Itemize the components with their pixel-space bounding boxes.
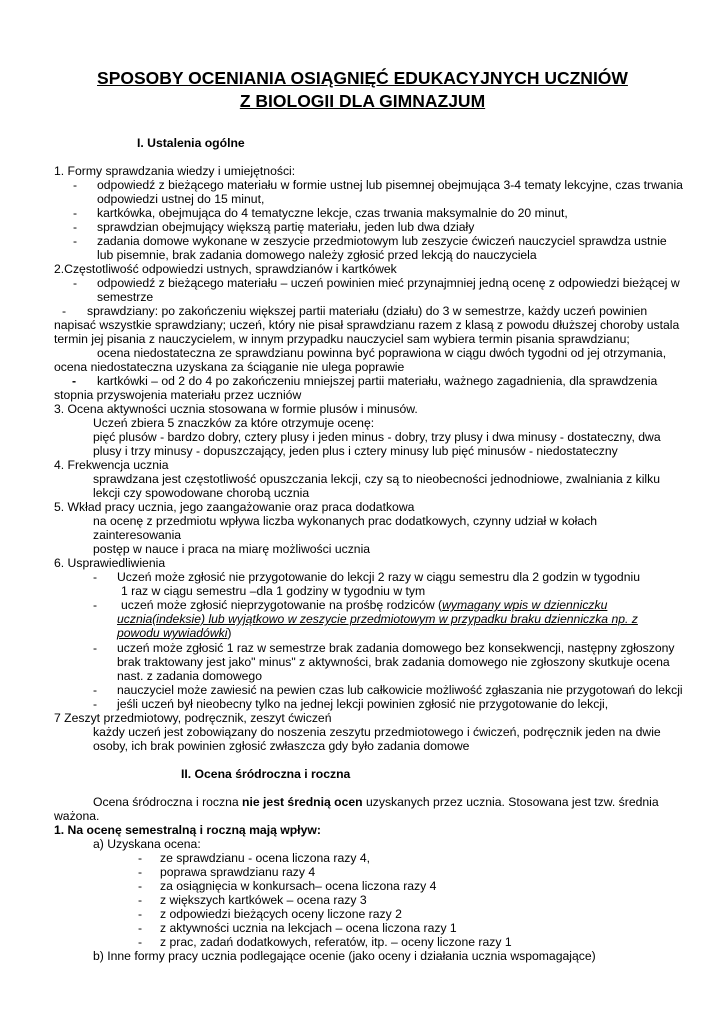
list-item: termin jej pisania z nauczycielem, w innym przypadku nauczyciel sam wybiera termin pisania sprawdzianu; <box>54 332 630 346</box>
list-item: zadania domowe wykonane w zeszycie przedmiotowym lub zeszycie ćwiczeń nauczyciel sprawdza ustnie <box>97 234 667 248</box>
point-5-heading: 5. Wkład pracy ucznia, jego zaangażowanie oraz praca dodatkowa <box>54 500 415 514</box>
list-item: nauczyciel może zawiesić na pewien czas lub całkowicie możliwość zgłaszania nie przygotowań do lekcji <box>117 683 683 697</box>
paragraph-line: pięć plusów - bardzo dobry, cztery plusy i jeden minus - dobry, trzy plusy i dwa minusy - dostateczny, dwa <box>93 430 661 444</box>
list-item: ze sprawdzianu - ocena liczona razy 4, <box>160 851 371 865</box>
title-line-1: SPOSOBY OCENIANIA OSIĄGNIĘĆ EDUKACYJNYCH UCZNIÓW <box>97 68 628 88</box>
paragraph-line: każdy uczeń jest zobowiązany do noszenia zeszytu przedmiotowego i ćwiczeń, podręcznik jeden na dwie <box>93 725 661 739</box>
list-item: ocena niedostateczna uzyskana za ściąganie nie ulega poprawie <box>54 360 405 374</box>
list-item <box>121 598 607 612</box>
bullet: - <box>62 304 67 318</box>
paragraph-line <box>93 795 659 809</box>
list-item: kartkówka, obejmująca do 4 tematyczne lekcje, czas trwania maksymalnie do 20 minut, <box>97 206 568 220</box>
list-item: z prac, zadań dodatkowych, referatów, itp. – oceny liczone razy 1 <box>160 935 512 949</box>
bullet: - <box>73 206 78 220</box>
list-item: odpowiedź z bieżącego materiału w formie ustnej lub pisemnej obejmująca 3-4 tematy lekcyjne, czas trwania <box>97 178 683 192</box>
list-item: z aktywności ucznia na lekcjach – ocena liczona razy 1 <box>160 921 457 935</box>
bullet: - <box>93 598 98 612</box>
list-item: Uczeń może zgłosić nie przygotowanie do lekcji 2 razy w ciągu semestru dla 2 godzin w tygodniu <box>117 570 640 584</box>
list-item: semestrze <box>97 290 154 304</box>
list-item: sprawdzian obejmujący większą partię materiału, jeden lub dwa działy <box>97 220 475 234</box>
bullet: - <box>138 921 143 935</box>
paragraph-line: sprawdzana jest częstotliwość opuszczania lekcji, czy są to nieobecności jednodniowe, zwalniania z kilku <box>93 472 661 486</box>
bullet: - <box>72 374 77 388</box>
subpoint-a-heading: a) Uzyskana ocena: <box>93 837 201 851</box>
list-item: odpowiedź z bieżącego materiału – uczeń powinien mieć przynajmniej jedną ocenę z odpowiedzi bieżącej w <box>97 276 680 290</box>
bullet: - <box>73 234 78 248</box>
paragraph-line: plusy i trzy minusy - dopuszczający, jeden plus i cztery minusy lub pięć minusów - niedostateczny <box>93 444 618 458</box>
emphasis-text: wymagany wpis w dzienniczku <box>442 598 608 612</box>
subpoint-b-heading: b) Inne formy pracy ucznia podlegające ocenie (jako oceny i działania ucznia wspomagające) <box>93 949 596 963</box>
point-1-heading: 1. Formy sprawdzania wiedzy i umiejętności: <box>54 164 296 178</box>
paragraph-line: osoby, ich brak powinien zgłosić zwłaszcza gdy było zadania domowe <box>93 739 470 753</box>
list-item: odpowiedzi ustnej do 15 minut, <box>97 192 265 206</box>
list-item: z większych kartkówek – ocena razy 3 <box>160 893 367 907</box>
paragraph-line: lekcji czy spowodowane chorobą ucznia <box>93 486 310 500</box>
bullet: - <box>93 697 98 711</box>
list-item-text: uczeń może zgłosić nieprzygotowanie na prośbę rodziców ( <box>121 598 443 612</box>
paragraph-text: uzyskanych przez ucznia. Stosowana jest tzw. średnia <box>362 795 659 809</box>
bullet: - <box>138 879 143 893</box>
list-item: nast. z zadania domowego <box>117 669 262 683</box>
list-item: 1 raz w ciągu semestru –dla 1 godziny w tygodniu w tym <box>121 584 426 598</box>
list-item: za osiągnięcia w konkursach– ocena liczona razy 4 <box>160 879 437 893</box>
list-item: jeśli uczeń był nieobecny tylko na jednej lekcji powinien zgłosić nie przygotowanie do lekcji, <box>117 697 609 711</box>
section-2-heading: II. Ocena śródroczna i roczna <box>181 767 351 781</box>
list-item <box>117 626 231 640</box>
bullet: - <box>73 220 78 234</box>
bullet: - <box>138 865 143 879</box>
point-6-heading: 6. Usprawiedliwienia <box>54 556 166 570</box>
bullet: - <box>73 276 78 290</box>
list-item: stopnia przyswojenia materiału przez uczniów <box>54 388 302 402</box>
paragraph-line: postęp w nauce i praca na miarę możliwości ucznia <box>93 542 371 556</box>
list-item: ocena niedostateczna ze sprawdzianu powinna być poprawiona w ciągu dwóch tygodni od jej otrzymania, <box>97 346 667 360</box>
point-7-heading: 7 Zeszyt przedmiotowy, podręcznik, zeszyt ćwiczeń <box>54 711 332 725</box>
section-1-heading: I. Ustalenia ogólne <box>137 136 245 150</box>
list-item-text: ) <box>227 626 232 640</box>
paragraph-line: zainteresowania <box>93 528 182 542</box>
list-item: poprawa sprawdzianu razy 4 <box>160 865 316 879</box>
list-item: uczeń może zgłosić 1 raz w semestrze brak zadania domowego bez konsekwencji, następny zgłoszony <box>117 641 675 655</box>
list-item: kartkówki – od 2 do 4 po zakończeniu mniejszej partii materiału, ważnego zagadnienia, dla sprawdzenia <box>97 374 658 388</box>
point-4-heading: 4. Frekwencja ucznia <box>54 458 169 472</box>
list-item: brak traktowany jest jako" minus" z aktywności, brak zadania domowego nie zgłoszony skutkuje ocena <box>117 655 670 669</box>
bullet: - <box>138 851 143 865</box>
subheading: 1. Na ocenę semestralną i roczną mają wpływ: <box>54 823 321 837</box>
title-line-2: Z BIOLOGII DLA GIMNAZJUM <box>239 91 486 111</box>
bold-text: nie jest średnią ocen <box>242 795 363 809</box>
emphasis-text: powodu wywiadówki <box>117 626 228 640</box>
bullet: - <box>93 683 98 697</box>
list-item: z odpowiedzi bieżących oceny liczone razy 2 <box>160 907 402 921</box>
point-3-heading: 3. Ocena aktywności ucznia stosowana w formie plusów i minusów. <box>54 402 418 416</box>
paragraph-line: ważona. <box>54 809 100 823</box>
bullet: - <box>73 178 78 192</box>
bullet: - <box>93 641 98 655</box>
paragraph-line: na ocenę z przedmiotu wpływa liczba wykonanych prac dodatkowych, czynny udział w kołach <box>93 514 598 528</box>
point-2-heading: 2.Częstotliwość odpowiedzi ustnych, sprawdzianów i kartkówek <box>54 262 397 276</box>
bullet: - <box>138 893 143 907</box>
bullet: - <box>138 907 143 921</box>
list-item: sprawdziany: po zakończeniu większej partii materiału (działu) do 3 w semestrze, każdy uczeń powinien <box>87 304 648 318</box>
list-item: napisać wszystkie sprawdziany; uczeń, który nie pisał sprawdzianu razem z klasą z powodu dłuższej choroby ustala <box>54 318 680 332</box>
emphasis-text: ucznia(indeksie) lub wyjątkowo w zeszycie przedmiotowym w przypadku braku dzienniczka np. z <box>117 612 638 626</box>
bullet: - <box>138 935 143 949</box>
paragraph-line: Uczeń zbiera 5 znaczków za które otrzymuje ocenę: <box>93 416 375 430</box>
paragraph-text: Ocena śródroczna i roczna <box>93 795 243 809</box>
list-item: lub pisemnie, brak zadania domowego należy zgłosić przed lekcją do nauczyciela <box>97 248 537 262</box>
bullet: - <box>93 570 98 584</box>
